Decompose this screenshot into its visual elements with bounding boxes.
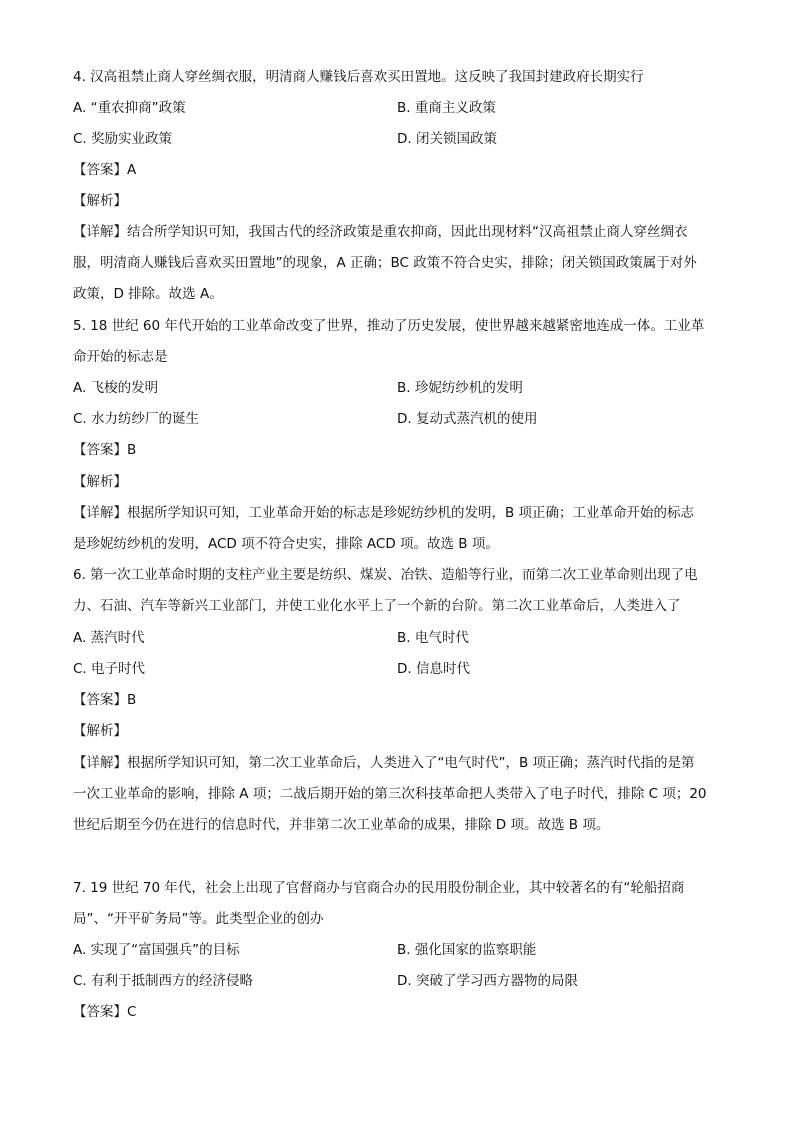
- q5-option-a: A. 飞梭的发明: [73, 380, 159, 396]
- q7-option-c: C. 有利于抵制西方的经济侵略: [73, 973, 254, 989]
- q5-option-b: B. 珍妮纺纱机的发明: [397, 380, 523, 396]
- q5-stem-line: 5. 18 世纪 60 年代开始的工业革命改变了世界，推动了历史发展，使世界越来越紧密地连成一体。工业革: [73, 318, 705, 334]
- q7-option-a: A. 实现了“富国强兵”的目标: [73, 942, 240, 958]
- q6-option-c: C. 电子时代: [73, 661, 146, 677]
- q6-detail-line: 【详解】根据所学知识可知，第二次工业革命后，人类进入了“电气时代”，B 项正确；蒸汽时代指的是第: [73, 755, 695, 771]
- q5-stem-line: 命开始的标志是: [73, 349, 168, 365]
- q4-detail-line: 【详解】结合所学知识可知，我国古代的经济政策是重农抑商，因此出现材料“汉高祖禁止商人穿丝绸衣: [73, 224, 688, 240]
- q6-option-b: B. 电气时代: [397, 630, 469, 646]
- q4-detail-line: 政策，D 排除。故选 A。: [73, 286, 223, 302]
- q7-stem-line: 7. 19 世纪 70 年代，社会上出现了官督商办与官商合办的民用股份制企业，其中较著名的有“轮船招商: [73, 880, 685, 896]
- q5-answer: 【答案】B: [73, 442, 137, 458]
- q4-stem: 4. 汉高祖禁止商人穿丝绸衣服，明清商人赚钱后喜欢买田置地。这反映了我国封建政府长期实行: [73, 69, 644, 85]
- q4-answer: 【答案】A: [73, 162, 137, 178]
- q5-analysis-label: 【解析】: [73, 474, 127, 490]
- q6-stem-line: 6. 第一次工业革命时期的支柱产业主要是纺织、煤炭、冶铁、造船等行业，而第二次工业革命则出现了电: [73, 567, 698, 583]
- q5-detail-line: 是珍妮纺纱机的发明，ACD 项不符合史实，排除 ACD 项。故选 B 项。: [73, 536, 499, 552]
- q4-option-c: C. 奖励实业政策: [73, 131, 173, 147]
- q5-detail-line: 【详解】根据所学知识可知，工业革命开始的标志是珍妮纺纱机的发明，B 项正确；工业革命开始的标志: [73, 505, 695, 521]
- q5-option-d: D. 复动式蒸汽机的使用: [397, 411, 538, 427]
- q6-detail-line: 一次工业革命的影响，排除 A 项；二战后期开始的第三次科技革命把人类带入了电子时代，排除 C 项；20: [73, 786, 707, 802]
- q4-option-d: D. 闭关锁国政策: [397, 131, 497, 147]
- q7-answer: 【答案】C: [73, 1004, 137, 1020]
- q7-stem-line: 局”、“开平矿务局”等。此类型企业的创办: [73, 911, 324, 927]
- q6-option-a: A. 蒸汽时代: [73, 630, 145, 646]
- q4-detail-line: 服，明清商人赚钱后喜欢买田置地”的现象，A 正确；BC 政策不符合史实，排除；闭关锁国政策属于对外: [73, 255, 697, 271]
- q5-option-c: C. 水力纺纱厂的诞生: [73, 411, 200, 427]
- q6-analysis-label: 【解析】: [73, 723, 127, 739]
- q4-option-b: B. 重商主义政策: [397, 100, 496, 116]
- q6-option-d: D. 信息时代: [397, 661, 470, 677]
- q6-answer: 【答案】B: [73, 692, 137, 708]
- q4-option-a: A. “重农抑商”政策: [73, 100, 186, 116]
- q4-analysis-label: 【解析】: [73, 193, 127, 209]
- q7-option-b: B. 强化国家的监察职能: [397, 942, 537, 958]
- q7-option-d: D. 突破了学习西方器物的局限: [397, 973, 578, 989]
- q6-stem-line: 力、石油、汽车等新兴工业部门，并使工业化水平上了一个新的台阶。第二次工业革命后，人类进入了: [73, 598, 681, 614]
- q6-detail-line: 世纪后期至今仍在进行的信息时代，并非第二次工业革命的成果，排除 D 项。故选 B 项。: [73, 817, 610, 833]
